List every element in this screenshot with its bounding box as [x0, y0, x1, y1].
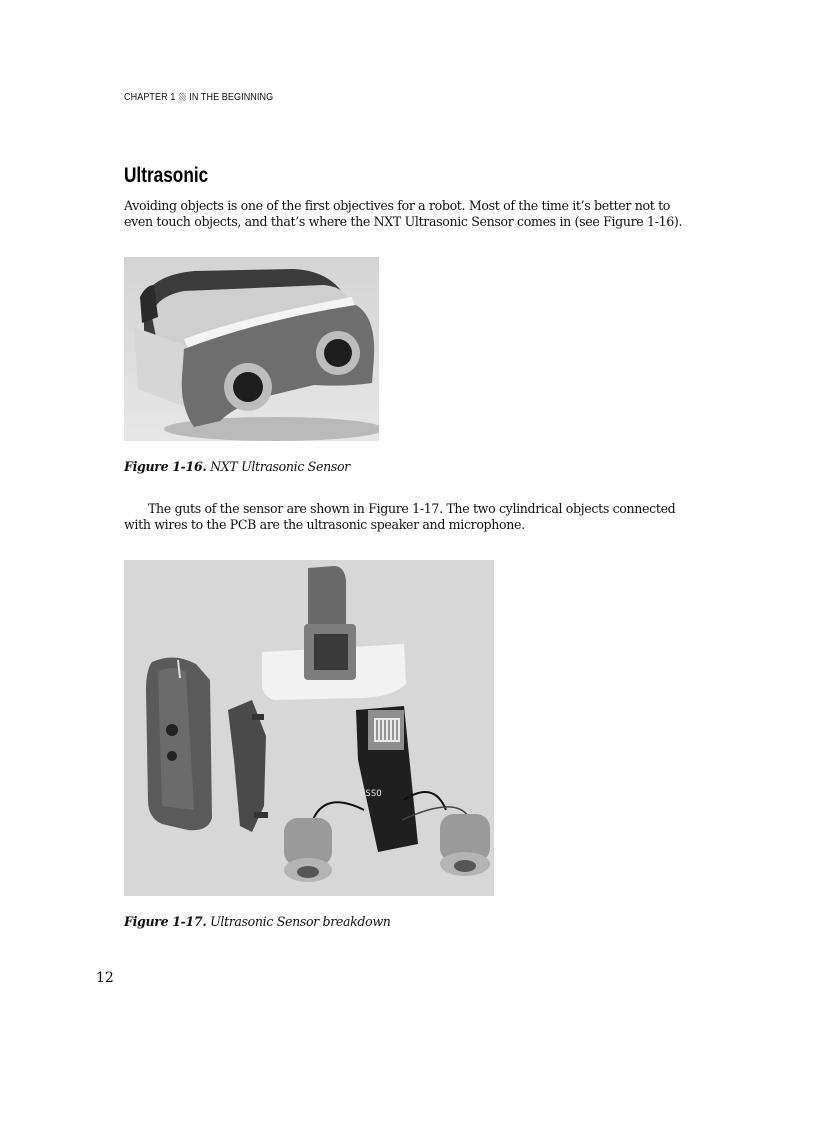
figure-1-17-image	[124, 560, 494, 896]
running-head	[124, 91, 273, 103]
chapter-title: IN THE BEGINNING	[189, 91, 274, 103]
figure-1-17-label: Figure 1-17.	[124, 914, 207, 929]
separator-icon	[179, 93, 186, 101]
figure-1-17-caption	[124, 914, 391, 929]
section-title: Ultrasonic	[124, 164, 209, 187]
figure-1-16-image	[124, 257, 379, 441]
figure-1-16-label: Figure 1-16.	[124, 459, 207, 474]
chapter-number: CHAPTER 1	[124, 91, 176, 103]
body-paragraph-1: Avoiding objects is one of the first objectives for a robot. Most of the time it’s better not to even touch objects, and that’s where the NXT Ultrasonic Sensor comes in (see Figure 1-16).	[124, 198, 683, 229]
body-paragraph-2: The guts of the sensor are shown in Figure 1-17. The two cylindrical objects connected with wires to the PCB are the ultrasonic speaker and microphone.	[124, 501, 676, 532]
figure-1-16-caption	[124, 459, 350, 474]
figure-1-16-caption-text: NXT Ultrasonic Sensor	[210, 459, 350, 474]
page-number: 12	[96, 970, 114, 986]
pcb-marking: FSSO	[360, 789, 382, 799]
figure-1-17-caption-text: Ultrasonic Sensor breakdown	[210, 914, 391, 929]
